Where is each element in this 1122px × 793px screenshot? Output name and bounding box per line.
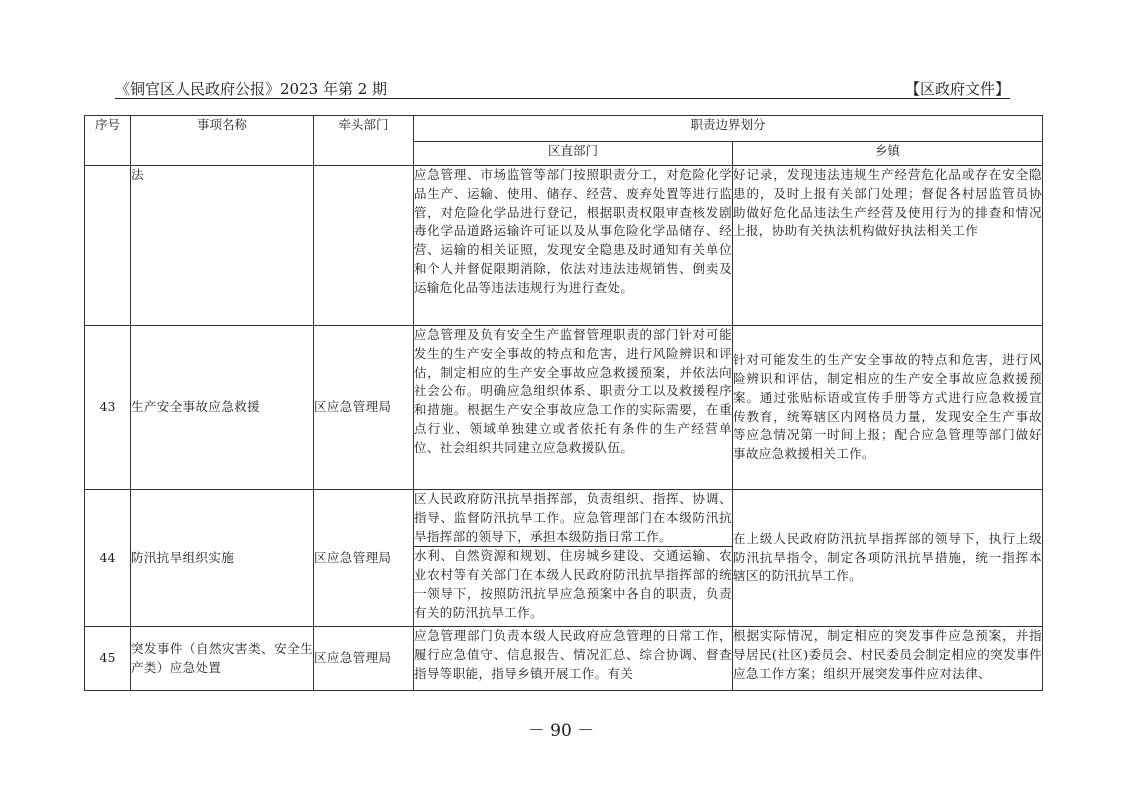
row-item: 法: [131, 166, 314, 326]
row-town-duty: 针对可能发生的生产安全事故的特点和危害，进行风险辨识和评估，制定相应的生产安全事故应急救援预案。通过张贴标语或宣传手册等方式进行应急救援宣传教育，统筹辖区内网格员力量，发现安全生产事故等应急情况第一时间上报；配合应急管理等部门做好事故应急救援相关工作。: [733, 326, 1043, 490]
page-header: [115, 76, 1010, 98]
gazette-title: 《铜官区人民政府公报》2023 年第 2 期: [115, 80, 388, 98]
row-dept-duty: 应急管理及负有安全生产监督管理职责的部门针对可能发生的生产安全事故的特点和危害，进行风险辨识和评估，制定相应的生产安全事故应急救援预案，并依法向社会公布。明确应急组织体系、职责分工以及救援程序和措施。根据生产安全事故应急工作的实际需要，在重点行业、领域单独建立或者依托有条件的生产经营单位、社会组织共同建立应急救援队伍。: [414, 326, 733, 490]
row-town-duty: 在上级人民政府防汛抗旱指挥部的领导下，执行上级防汛抗旱指令，制定各项防汛抗旱措施，统一指挥本辖区的防汛抗旱工作。: [733, 490, 1043, 627]
table-row: [85, 627, 1043, 691]
row-dept-duty: 应急管理部门负责本级人民政府应急管理的日常工作，履行应急值守、信息报告、情况汇总、综合协调、督查指导等职能，指导乡镇开展工作。有关: [414, 627, 733, 691]
col-header-lead: 牵头部门: [314, 116, 414, 166]
row-lead: [314, 166, 414, 326]
row-dept-duty: 应急管理、市场监管等部门按照职责分工，对危险化学品生产、运输、使用、储存、经营、废弃处置等进行监管，对危险化学品进行登记，根据职责权限审查核发剧毒化学品道路运输许可证以及从事危险化学品储存、经营、运输的相关证照，发现安全隐患及时通知有关单位和个人并督促限期消除，依法对违法违规销售、倒卖及运输危化品等违法违规行为进行查处。: [414, 166, 733, 326]
row-item: 突发事件（自然灾害类、安全生产类）应急处置: [131, 627, 314, 691]
header-rule: [115, 98, 1010, 99]
row-town-duty: 好记录，发现违法违规生产经营危化品或存在安全隐患的，及时上报有关部门处理；督促各村居监管员协助做好危化品违法生产经营及使用行为的排查和情况上报，协助有关执法机构做好执法相关工作: [733, 166, 1043, 326]
col-header-duty: 职责边界划分: [414, 116, 1043, 142]
table-row: [85, 166, 1043, 326]
row-dept-duty: [414, 490, 733, 627]
duty-table: [84, 115, 1043, 691]
col-header-dept: 区直部门: [414, 142, 733, 166]
dept-subtable: [414, 490, 732, 623]
table-row: [85, 326, 1043, 490]
row-no: 43: [85, 326, 131, 490]
row-town-duty: 根据实际情况，制定相应的突发事件应急预案，并指导居民(社区)委员会、村民委员会制定相应的突发事件应急工作方案；组织开展突发事件应对法律、: [733, 627, 1043, 691]
col-header-town: 乡镇: [733, 142, 1043, 166]
row-item: 生产安全事故应急救援: [131, 326, 314, 490]
col-header-item: 事项名称: [131, 116, 314, 166]
row-lead: 区应急管理局: [314, 326, 414, 490]
dept-duty-part-b: 水利、自然资源和规划、住房城乡建设、交通运输、农业农村等有关部门在本级人民政府防汛抗旱指挥部的统一领导下，按照防汛抗旱应急预案中各自的职责，负责有关的防汛抗旱工作。: [414, 548, 732, 620]
dept-duty-part-a: 区人民政府防汛抗旱指挥部，负责组织、指挥、协调、指导、监督防汛抗旱工作。应急管理部门在本级防汛抗旱指挥部的领导下，承担本级防指日常工作。: [414, 490, 732, 547]
row-lead: 区应急管理局: [314, 490, 414, 627]
row-no: [85, 166, 131, 326]
page-number: － 90 －: [527, 721, 595, 741]
row-lead: 区应急管理局: [314, 627, 414, 691]
section-label: 【区政府文件】: [904, 80, 1010, 98]
table-row: [85, 490, 1043, 627]
row-item: 防汛抗旱组织实施: [131, 490, 314, 627]
col-header-no: 序号: [85, 116, 131, 166]
row-no: 44: [85, 490, 131, 627]
row-no: 45: [85, 627, 131, 691]
